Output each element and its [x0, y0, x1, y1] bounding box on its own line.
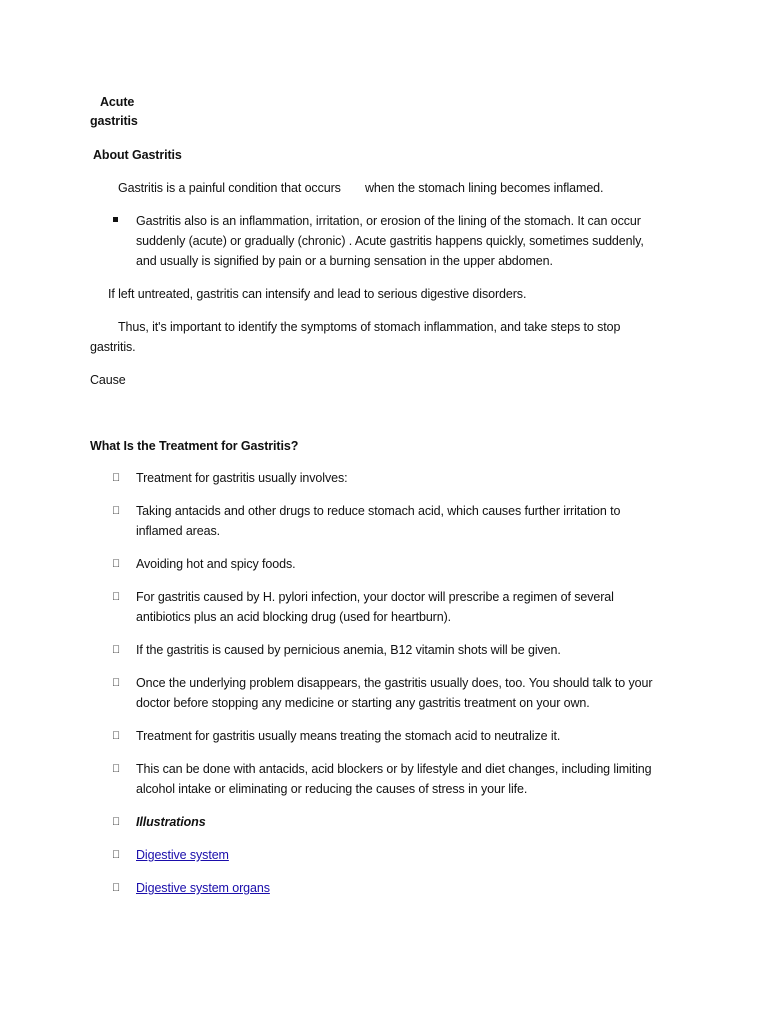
bullet-icon	[112, 812, 120, 832]
treatment-heading: What Is the Treatment for Gastritis?	[90, 439, 299, 453]
treatment-item: Treatment for gastritis usually involves:	[136, 471, 348, 485]
illustrations-label: Illustrations	[136, 815, 206, 829]
intro-text-part1: Gastritis is a painful condition that occurs	[118, 181, 341, 195]
treatment-item: This can be done with antacids, acid blockers or by lifestyle and diet changes, including limiting	[136, 762, 652, 776]
bullet-icon	[112, 759, 120, 779]
treatment-item-continued: alcohol intake or eliminating or reducing the causes of stress in your life.	[136, 782, 528, 796]
untreated-paragraph: If left untreated, gastritis can intensify and lead to serious digestive disorders.	[108, 287, 527, 301]
treatment-item: Once the underlying problem disappears, the gastritis usually does, too. You should talk to your	[136, 676, 653, 690]
bullet-icon	[112, 587, 120, 607]
document-title-line1: Acute	[100, 95, 135, 109]
treatment-item: Taking antacids and other drugs to reduce stomach acid, which causes further irritation to	[136, 504, 621, 518]
digestive-system-organs-link[interactable]: Digestive system organs	[136, 881, 270, 895]
about-bullet-line2: suddenly (acute) or gradually (chronic) . Acute gastritis happens quickly, sometimes suddenly,	[136, 234, 644, 248]
treatment-item-continued: inflamed areas.	[136, 524, 220, 538]
about-bullet-line1: Gastritis also is an inflammation, irritation, or erosion of the lining of the stomach. It can occur	[136, 214, 641, 228]
cause-heading: Cause	[90, 373, 126, 387]
bullet-icon	[112, 673, 120, 693]
digestive-system-link[interactable]: Digestive system	[136, 848, 229, 862]
bullet-icon	[112, 501, 120, 521]
treatment-item: For gastritis caused by H. pylori infection, your doctor will prescribe a regimen of several	[136, 590, 614, 604]
treatment-item-continued: antibiotics plus an acid blocking drug (used for heartburn).	[136, 610, 452, 624]
bullet-icon	[112, 554, 120, 574]
intro-text-part2: when the stomach lining becomes inflamed.	[365, 181, 604, 195]
about-bullet-line3: and usually is signified by pain or a burning sensation in the upper abdomen.	[136, 254, 553, 268]
treatment-item-continued: doctor before stopping any medicine or starting any gastritis treatment on your own.	[136, 696, 590, 710]
square-bullet-icon	[113, 217, 118, 222]
bullet-icon	[112, 845, 120, 865]
bullet-icon	[112, 468, 120, 488]
document-title-line2: gastritis	[90, 114, 138, 128]
bullet-icon	[112, 726, 120, 746]
treatment-item: Avoiding hot and spicy foods.	[136, 557, 296, 571]
treatment-item: Treatment for gastritis usually means treating the stomach acid to neutralize it.	[136, 729, 561, 743]
thus-paragraph-line2: gastritis.	[90, 340, 136, 354]
bullet-icon	[112, 878, 120, 898]
treatment-item: If the gastritis is caused by pernicious anemia, B12 vitamin shots will be given.	[136, 643, 561, 657]
thus-paragraph-line1: Thus, it's important to identify the symptoms of stomach inflammation, and take steps to stop	[118, 320, 621, 334]
about-heading: About Gastritis	[93, 148, 182, 162]
bullet-icon	[112, 640, 120, 660]
